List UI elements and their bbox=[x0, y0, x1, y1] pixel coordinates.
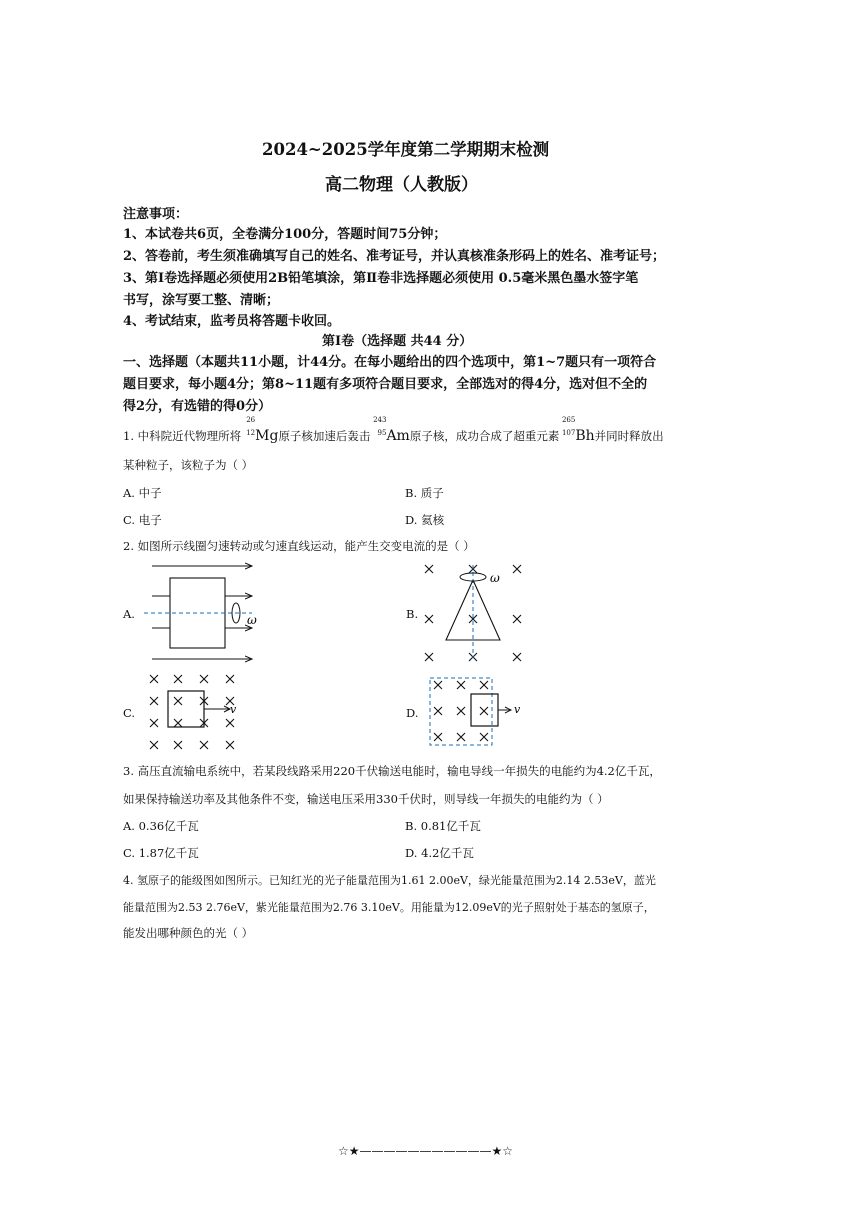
q2-option-d-label[interactable]: D. bbox=[406, 706, 419, 720]
velocity-label: v bbox=[514, 703, 521, 716]
q3-stem-line2: 如果保持输送功率及其他条件不变，输送电压采用330千伏时，则导线一年损失的电能约为（ ） bbox=[123, 792, 609, 806]
q4-stem: 4. 氢原子的能级图如图所示。已知红光的光子能量范围为1.61 2.00eV，绿光能量范围为2.14 2.53eV，蓝光 bbox=[123, 874, 656, 887]
q2-diagram-c bbox=[144, 672, 244, 752]
q3-option-d[interactable]: D. 4.2亿千瓦 bbox=[405, 846, 474, 860]
velocity-label: v bbox=[230, 703, 237, 716]
q1-stem-line2: 某种粒子，该粒子为（ ） bbox=[123, 458, 254, 472]
section-instructions: 一、选择题（本题共11小题，计44分。在每小题给出的四个选项中，第1~7题只有一项符合 bbox=[123, 355, 657, 370]
q3-stem: 3. 高压直流输电系统中，若某段线路采用220千伏输送电能时，输电导线一年损失的电能约为4.2亿千瓦， bbox=[123, 764, 661, 778]
q1-option-a[interactable]: A. 中子 bbox=[123, 486, 162, 500]
page-footer: ☆★———————————★☆ bbox=[338, 1144, 514, 1158]
q2-stem: 2. 如图所示线圈匀速转动或匀速直线运动，能产生交变电流的是（ ） bbox=[123, 539, 475, 553]
q2-option-c-label[interactable]: C. bbox=[123, 706, 136, 720]
omega-label: ω bbox=[247, 613, 257, 627]
q1-option-d[interactable]: D. 氦核 bbox=[405, 513, 445, 527]
q2-diagram-a bbox=[140, 558, 265, 668]
notice-item: 2、答卷前，考生须准确填写自己的姓名、准考证号，并认真核准条形码上的姓名、准考证号； bbox=[123, 249, 666, 264]
notice-item: 1、本试卷共6页，全卷满分100分，答题时间75分钟； bbox=[123, 227, 447, 242]
notice-item: 3、第Ⅰ卷选择题必须使用2B铅笔填涂，第Ⅱ卷非选择题必须使用 0.5毫米黑色墨水签字笔 bbox=[123, 271, 639, 286]
notice-item: 书写，涂写要工整、清晰； bbox=[123, 293, 280, 308]
q3-option-a[interactable]: A. 0.36亿千瓦 bbox=[123, 819, 199, 833]
q2-diagram-d bbox=[428, 676, 528, 748]
notice-heading: 注意事项： bbox=[123, 207, 189, 222]
q4-stem-line3: 能发出哪种颜色的光（ ） bbox=[123, 926, 254, 940]
section-instructions: 题目要求，每小题4分；第8~11题有多项符合题目要求，全部选对的得4分，选对但不全的 bbox=[123, 377, 648, 392]
q3-option-b[interactable]: B. 0.81亿千瓦 bbox=[405, 819, 481, 833]
section-instructions: 得2分，有选错的得0分） bbox=[123, 399, 272, 414]
q2-option-b-label[interactable]: B. bbox=[406, 607, 419, 621]
volume-title: 第Ⅰ卷（选择题 共44 分） bbox=[322, 334, 473, 349]
mg-nuclide: 26 12 Mg bbox=[246, 416, 279, 444]
q3-option-c[interactable]: C. 1.87亿千瓦 bbox=[123, 846, 199, 860]
omega-label: ω bbox=[490, 571, 500, 585]
am-nuclide: 243 95 Am bbox=[373, 416, 410, 444]
q1-option-b[interactable]: B. 质子 bbox=[405, 486, 444, 500]
q1-stem: 1. 中科院近代物理所将 26 12 Mg原子核加速后轰击 243 95 Am原子核，成功合成了超重元素 265 107 Bh并同时释放出 bbox=[123, 416, 664, 444]
bh-nuclide: 265 107 Bh bbox=[561, 416, 595, 444]
q2-option-a-label[interactable]: A. bbox=[123, 607, 135, 621]
notice-item: 4、考试结束，监考员将答题卡收回。 bbox=[123, 314, 341, 329]
q2-diagram-b bbox=[420, 560, 530, 670]
q1-option-c[interactable]: C. 电子 bbox=[123, 513, 162, 527]
q4-stem-line2: 能量范围为2.53 2.76eV，紫光能量范围为2.76 3.10eV。用能量为12.09eV的光子照射处于基态的氢原子， bbox=[123, 901, 655, 914]
exam-subtitle: 高二物理（人教版） bbox=[325, 175, 478, 195]
exam-title: 2024~2025学年度第二学期期末检测 bbox=[262, 140, 550, 159]
